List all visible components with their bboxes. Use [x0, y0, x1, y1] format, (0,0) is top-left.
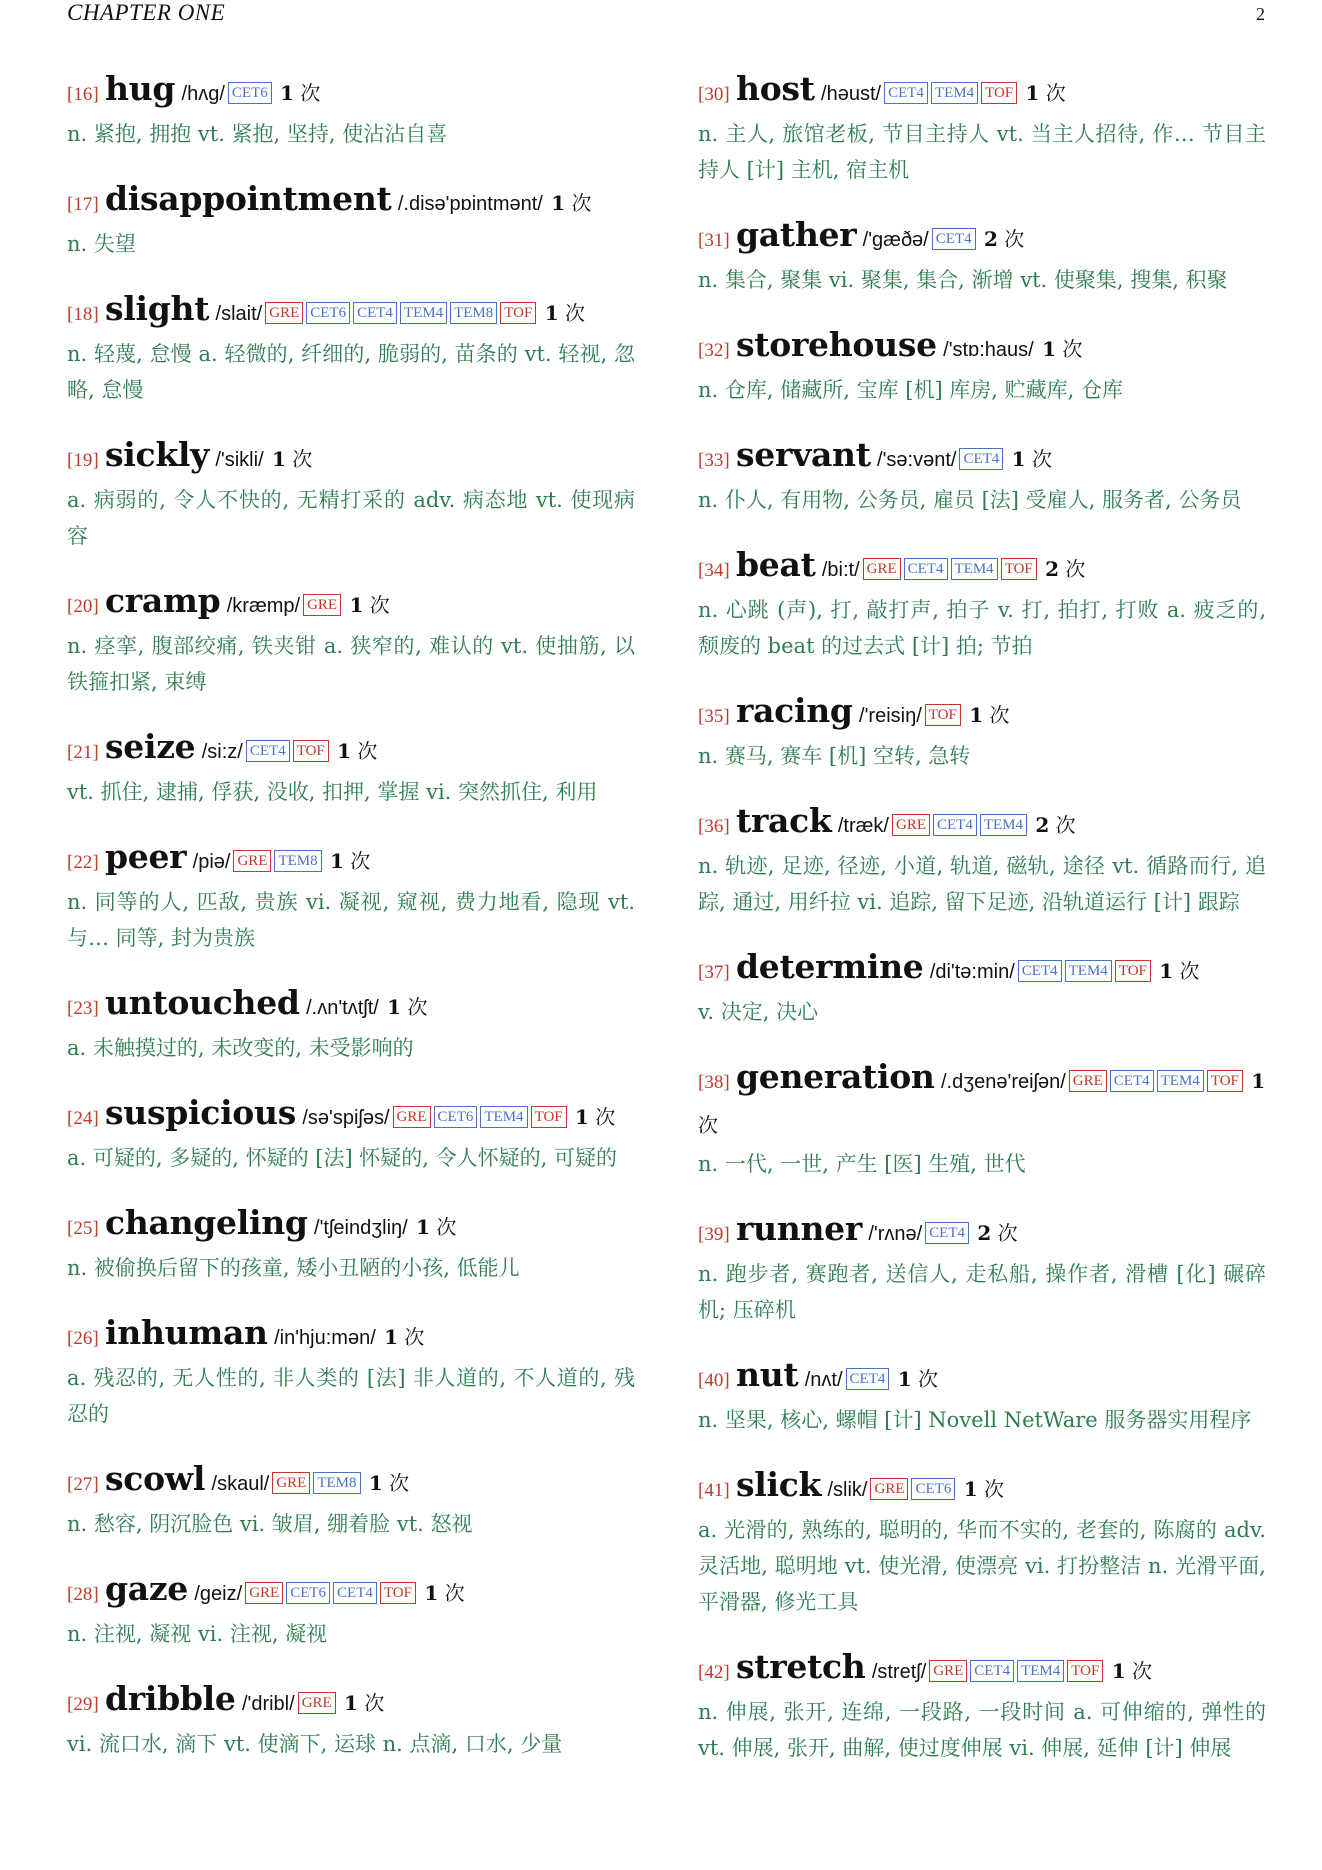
exam-tag: CET4: [904, 558, 948, 580]
exam-tag: TOF: [380, 1582, 416, 1604]
chapter-title: CHAPTER ONE: [67, 0, 226, 25]
count-number: 1: [1111, 1659, 1126, 1683]
page-number: 2: [1256, 4, 1265, 24]
definition: a. 病弱的, 令人不快的, 无精打采的 adv. 病态地 vt. 使现病容: [67, 488, 635, 548]
vocab-entry: [698, 1464, 1266, 1620]
entry-number: [38]: [698, 1072, 730, 1093]
occurrence-count: [575, 1105, 615, 1129]
headword: peer: [105, 837, 187, 876]
headword: changeling: [105, 1203, 308, 1242]
exam-tag: GRE: [303, 594, 341, 616]
entry-head: [67, 1312, 635, 1360]
definition: n. 坚果, 核心, 螺帽 [计] Novell NetWare 服务器实用程序: [698, 1408, 1252, 1432]
definition: n. 轨迹, 足迹, 径迹, 小道, 轨道, 磁轨, 途径 vt. 循路而行, 追踪, 通过, 用纤拉 vi. 追踪, 留下足迹, 沿轨道运行 [计] 跟踪: [698, 854, 1266, 914]
vocab-entry: [698, 1208, 1266, 1328]
count-unit: 次: [1065, 557, 1086, 581]
entry-number: [19]: [67, 450, 99, 471]
entry-head: [698, 800, 1266, 848]
count-unit: 次: [407, 995, 428, 1019]
entry-number: [26]: [67, 1328, 99, 1349]
vocab-entry: [698, 324, 1266, 408]
entry-head: [67, 1092, 635, 1140]
headword: gather: [736, 215, 857, 254]
entry-head: [698, 946, 1266, 994]
exam-tag: GRE: [272, 1472, 310, 1494]
count-number: 1: [329, 849, 344, 873]
count-number: 1: [280, 81, 295, 105]
pronunciation: /træk/: [837, 815, 889, 837]
exam-tag: TOF: [1001, 558, 1037, 580]
exam-tag: CET4: [353, 302, 397, 324]
entry-number: [36]: [698, 816, 730, 837]
count-unit: 次: [571, 191, 592, 215]
count-unit: 次: [357, 739, 378, 763]
count-number: 1: [969, 703, 984, 727]
exam-tag: TEM4: [1065, 960, 1112, 982]
definition: n. 集合, 聚集 vi. 聚集, 集合, 渐增 vt. 使聚集, 搜集, 积聚: [698, 268, 1228, 292]
entry-head: [698, 1056, 1266, 1146]
count-unit: 次: [1132, 1659, 1152, 1683]
headword: storehouse: [736, 325, 937, 364]
definition: n. 愁容, 阴沉脸色 vi. 皱眉, 绷着脸 vt. 怒视: [67, 1512, 473, 1536]
definition: n. 心跳 (声), 打, 敲打声, 拍子 v. 打, 拍打, 打败 a. 疲乏的, 颓废的 beat 的过去式 [计] 拍; 节拍: [698, 598, 1266, 658]
occurrence-count: [344, 1691, 384, 1715]
exam-tag: TEM8: [450, 302, 497, 324]
definition: n. 被偷换后留下的孩童, 矮小丑陋的小孩, 低能儿: [67, 1256, 520, 1280]
definition: n. 同等的人, 匹敌, 贵族 vi. 凝视, 窥视, 费力地看, 隐现 vt. 与… 同等, 封为贵族: [67, 890, 635, 950]
vocab-entry: [698, 690, 1266, 774]
occurrence-count: [384, 1325, 424, 1349]
headword: servant: [736, 435, 871, 474]
entry-head: [67, 836, 635, 884]
occurrence-count: [337, 739, 377, 763]
entry-number: [22]: [67, 852, 99, 873]
count-number: 1: [416, 1215, 430, 1239]
headword: hug: [105, 69, 176, 108]
count-number: 1: [1025, 81, 1040, 105]
exam-tag: CET4: [933, 814, 977, 836]
entry-head: [698, 1208, 1266, 1256]
count-unit: 次: [389, 1471, 410, 1495]
exam-tag: TEM8: [313, 1472, 360, 1494]
exam-tag: TOF: [925, 704, 961, 726]
exam-tag: CET4: [959, 448, 1003, 470]
entry-number: [31]: [698, 230, 730, 251]
count-unit: 次: [350, 849, 371, 873]
pronunciation: /'dribl/: [241, 1693, 295, 1715]
count-number: 2: [1045, 557, 1060, 581]
entry-number: [23]: [67, 998, 99, 1019]
count-unit: 次: [698, 1113, 718, 1137]
exam-tag: TOF: [981, 82, 1017, 104]
occurrence-count: [280, 81, 320, 105]
count-unit: 次: [436, 1215, 457, 1239]
occurrence-count: [369, 1471, 409, 1495]
exam-tag: CET4: [1110, 1070, 1154, 1092]
exam-tag: CET6: [434, 1106, 478, 1128]
headword: seize: [105, 727, 196, 766]
count-number: 1: [575, 1105, 589, 1129]
count-number: 1: [1159, 959, 1174, 983]
occurrence-count: [387, 995, 427, 1019]
vocab-entry: [698, 800, 1266, 920]
pronunciation: /skaul/: [211, 1473, 270, 1495]
exam-tag: GRE: [1069, 1070, 1107, 1092]
entry-number: [27]: [67, 1474, 99, 1495]
definition: n. 痉挛, 腹部绞痛, 铁夹钳 a. 狭窄的, 难认的 vt. 使抽筋, 以铁箍扣紧, 束缚: [67, 634, 635, 694]
count-unit: 次: [1004, 227, 1025, 251]
entry-head: [698, 544, 1266, 592]
exam-tag: TEM4: [980, 814, 1027, 836]
exam-tag: CET4: [884, 82, 928, 104]
entry-number: [37]: [698, 962, 730, 983]
count-unit: 次: [444, 1581, 465, 1605]
vocab-entry: [698, 1056, 1266, 1182]
definition: a. 可疑的, 多疑的, 怀疑的 [法] 怀疑的, 令人怀疑的, 可疑的: [67, 1146, 618, 1170]
pronunciation: /'sə:vənt/: [877, 449, 957, 471]
occurrence-count: [551, 191, 591, 215]
pronunciation: /həust/: [821, 83, 882, 105]
vocab-entry: [698, 68, 1266, 188]
entry-number: [24]: [67, 1108, 99, 1129]
entry-number: [42]: [698, 1662, 730, 1683]
exam-tag: TEM4: [480, 1106, 527, 1128]
definition: vt. 抓住, 逮捕, 俘获, 没收, 扣押, 掌握 vi. 突然抓住, 利用: [67, 780, 598, 804]
count-unit: 次: [595, 1105, 616, 1129]
count-number: 1: [544, 301, 559, 325]
occurrence-count: [1026, 81, 1066, 105]
definition: n. 仓库, 储藏所, 宝库 [机] 库房, 贮藏库, 仓库: [698, 378, 1124, 402]
count-unit: 次: [1045, 81, 1066, 105]
vocab-entry: [67, 580, 635, 700]
occurrence-count: [330, 849, 370, 873]
vocab-entry: [67, 726, 635, 810]
count-unit: 次: [404, 1325, 425, 1349]
pronunciation: /.ʌn'tʌtʃt/: [306, 997, 379, 1019]
definition: n. 跑步者, 赛跑者, 送信人, 走私船, 操作者, 滑槽 [化] 碾碎机; 压碎机: [698, 1262, 1266, 1322]
pronunciation: /'sikli/: [215, 449, 264, 471]
vocab-entry: [67, 1312, 635, 1432]
exam-tag: CET4: [1018, 960, 1062, 982]
occurrence-count: [1035, 813, 1075, 837]
headword: slick: [736, 1465, 822, 1504]
exam-tag: CET4: [846, 1368, 890, 1390]
count-number: 1: [271, 447, 286, 471]
exam-tag: TOF: [1115, 960, 1151, 982]
count-unit: 次: [983, 1477, 1004, 1501]
exam-tag: CET4: [970, 1660, 1014, 1682]
vocab-entry: [698, 434, 1266, 518]
exam-tag: TOF: [1067, 1660, 1103, 1682]
headword: nut: [736, 1355, 799, 1394]
entry-number: [32]: [698, 340, 730, 361]
definition: n. 失望: [67, 232, 136, 256]
pronunciation: /in'hju:mən/: [274, 1327, 376, 1349]
occurrence-count: [1159, 959, 1199, 983]
pronunciation: /slait/: [215, 303, 263, 325]
pronunciation: /'stɒ:haus/: [943, 339, 1034, 361]
occurrence-count: [349, 593, 389, 617]
vocab-entry: [698, 1646, 1266, 1766]
count-number: 1: [963, 1477, 978, 1501]
vocab-entry: [67, 836, 635, 956]
entry-head: [698, 1464, 1266, 1512]
occurrence-count: [272, 447, 312, 471]
entry-number: [21]: [67, 742, 99, 763]
count-number: 1: [344, 1691, 358, 1715]
exam-tag: CET6: [286, 1582, 330, 1604]
headword: inhuman: [105, 1313, 268, 1352]
headword: host: [736, 69, 815, 108]
vocab-entry: [67, 1202, 635, 1286]
pronunciation: /nʌt/: [804, 1369, 843, 1391]
entry-head: [698, 1354, 1266, 1402]
definition: n. 仆人, 有用物, 公务员, 雇员 [法] 受雇人, 服务者, 公务员: [698, 488, 1242, 512]
count-number: 2: [977, 1221, 992, 1245]
count-number: 1: [1011, 447, 1026, 471]
vocab-entry: [67, 1458, 635, 1542]
exam-tag: CET6: [228, 82, 272, 104]
entry-number: [35]: [698, 706, 730, 727]
right-column: [698, 68, 1266, 1792]
occurrence-count: [1112, 1659, 1152, 1683]
count-unit: 次: [292, 447, 313, 471]
headword: beat: [736, 545, 816, 584]
definition: v. 决定, 决心: [698, 1000, 819, 1024]
pronunciation: /'gæðə/: [862, 229, 929, 251]
entry-number: [34]: [698, 560, 730, 581]
definition: a. 残忍的, 无人性的, 非人类的 [法] 非人道的, 不人道的, 残忍的: [67, 1366, 635, 1426]
entry-head: [698, 324, 1266, 372]
headword: track: [736, 801, 832, 840]
occurrence-count: [1012, 447, 1052, 471]
count-unit: 次: [1031, 447, 1052, 471]
entry-head: [698, 1646, 1266, 1694]
occurrence-count: [1045, 557, 1085, 581]
exam-tag: TOF: [293, 740, 329, 762]
headword: gaze: [105, 1569, 189, 1608]
entry-head: [698, 690, 1266, 738]
count-unit: 次: [918, 1367, 938, 1391]
occurrence-count: [416, 1215, 456, 1239]
count-number: 1: [368, 1471, 383, 1495]
vocab-entry: [67, 434, 635, 554]
entry-number: [18]: [67, 304, 99, 325]
count-unit: 次: [1179, 959, 1200, 983]
entry-head: [67, 68, 635, 116]
entry-head: [67, 1568, 635, 1616]
exam-tag: GRE: [929, 1660, 967, 1682]
count-number: 1: [1251, 1069, 1266, 1093]
definition: vi. 流口水, 滴下 vt. 使滴下, 运球 n. 点滴, 口水, 少量: [67, 1732, 563, 1756]
count-unit: 次: [1062, 337, 1083, 361]
entry-number: [17]: [67, 194, 99, 215]
entry-number: [16]: [67, 84, 99, 105]
vocab-entry: [698, 214, 1266, 298]
occurrence-count: [964, 1477, 1004, 1501]
left-column: [67, 68, 635, 1788]
exam-tag: TEM8: [274, 850, 321, 872]
pronunciation: /piə/: [192, 851, 231, 873]
count-number: 1: [349, 593, 364, 617]
count-number: 1: [1042, 337, 1056, 361]
definition: a. 未触摸过的, 未改变的, 未受影响的: [67, 1036, 414, 1060]
occurrence-count: [969, 703, 1009, 727]
count-unit: 次: [300, 81, 321, 105]
exam-tag: GRE: [245, 1582, 283, 1604]
entry-head: [698, 214, 1266, 262]
entry-head: [67, 982, 635, 1030]
definition: a. 光滑的, 熟练的, 聪明的, 华而不实的, 老套的, 陈腐的 adv. 灵活地, 聪明地 vt. 使光滑, 使漂亮 vi. 打扮整洁 n. 光滑平面, 平滑器, 修光工具: [698, 1518, 1266, 1614]
pronunciation: /.disə'pɒintmənt/: [397, 193, 543, 215]
entry-number: [39]: [698, 1224, 730, 1245]
entry-head: [67, 434, 635, 482]
exam-tag: CET4: [932, 228, 976, 250]
count-unit: 次: [997, 1221, 1018, 1245]
exam-tag: TEM4: [951, 558, 998, 580]
entry-number: [29]: [67, 1694, 99, 1715]
vocab-entry: [698, 946, 1266, 1030]
occurrence-count: [898, 1367, 938, 1391]
pronunciation: /'tʃeindʒliŋ/: [314, 1217, 408, 1239]
exam-tag: CET6: [911, 1478, 955, 1500]
headword: cramp: [105, 581, 221, 620]
pronunciation: /sə'spiʃəs/: [302, 1107, 390, 1129]
exam-tag: GRE: [870, 1478, 908, 1500]
entry-number: [25]: [67, 1218, 99, 1239]
count-number: 1: [424, 1581, 439, 1605]
count-number: 1: [384, 1325, 399, 1349]
pronunciation: /stretʃ/: [871, 1661, 927, 1683]
pronunciation: /si:z/: [201, 741, 243, 763]
count-number: 2: [983, 227, 998, 251]
entry-head: [698, 68, 1266, 116]
count-unit: 次: [1055, 813, 1076, 837]
exam-tag: CET4: [925, 1222, 969, 1244]
vocab-entry: [67, 982, 635, 1066]
entry-number: [20]: [67, 596, 99, 617]
exam-tag: GRE: [265, 302, 303, 324]
headword: scowl: [105, 1459, 206, 1498]
pronunciation: /kræmp/: [226, 595, 301, 617]
occurrence-count: [984, 227, 1024, 251]
exam-tag: GRE: [863, 558, 901, 580]
pronunciation: /geiz/: [194, 1583, 243, 1605]
occurrence-count: [545, 301, 585, 325]
definition: n. 轻蔑, 怠慢 a. 轻微的, 纤细的, 脆弱的, 苗条的 vt. 轻视, 忽略, 怠慢: [67, 342, 635, 402]
entry-head: [67, 1202, 635, 1250]
headword: slight: [105, 289, 210, 328]
pronunciation: /.dʒenə'reiʃən/: [941, 1071, 1066, 1093]
entry-number: [41]: [698, 1480, 730, 1501]
count-number: 1: [897, 1367, 912, 1391]
occurrence-count: [424, 1581, 464, 1605]
headword: sickly: [105, 435, 209, 474]
entry-head: [67, 1458, 635, 1506]
entry-head: [67, 1678, 635, 1726]
occurrence-count: [1042, 337, 1082, 361]
vocab-entry: [698, 1354, 1266, 1438]
count-number: 1: [551, 191, 566, 215]
vocab-entry: [67, 288, 635, 408]
entry-number: [30]: [698, 84, 730, 105]
count-number: 1: [337, 739, 352, 763]
exam-tag: CET6: [306, 302, 350, 324]
definition: n. 伸展, 张开, 连绵, 一段路, 一段时间 a. 可伸缩的, 弹性的 vt. 伸展, 张开, 曲解, 使过度伸展 vi. 伸展, 延伸 [计] 伸展: [698, 1700, 1266, 1760]
pronunciation: /di'tə:min/: [929, 961, 1015, 983]
count-unit: 次: [989, 703, 1010, 727]
headword: suspicious: [105, 1093, 296, 1132]
headword: untouched: [105, 983, 300, 1022]
definition: n. 紧抱, 拥抱 vt. 紧抱, 坚持, 使沾沾自喜: [67, 122, 448, 146]
exam-tag: TEM4: [1017, 1660, 1064, 1682]
headword: determine: [736, 947, 924, 986]
count-unit: 次: [364, 1691, 385, 1715]
exam-tag: TOF: [531, 1106, 567, 1128]
headword: dribble: [105, 1679, 236, 1718]
exam-tag: TEM4: [1157, 1070, 1204, 1092]
entry-number: [40]: [698, 1370, 730, 1391]
exam-tag: CET4: [333, 1582, 377, 1604]
pronunciation: /slik/: [827, 1479, 868, 1501]
pronunciation: /'rʌnə/: [868, 1223, 923, 1245]
entry-head: [67, 580, 635, 628]
exam-tag: TEM4: [931, 82, 978, 104]
entry-head: [67, 726, 635, 774]
entry-head: [67, 288, 635, 336]
vocab-entry: [698, 544, 1266, 664]
count-number: 1: [387, 995, 402, 1019]
count-number: 2: [1035, 813, 1050, 837]
definition: n. 主人, 旅馆老板, 节目主持人 vt. 当主人招待, 作… 节目主持人 [计] 主机, 宿主机: [698, 122, 1266, 182]
headword: generation: [736, 1057, 935, 1096]
count-unit: 次: [564, 301, 585, 325]
exam-tag: CET4: [246, 740, 290, 762]
definition: n. 注视, 凝视 vi. 注视, 凝视: [67, 1622, 328, 1646]
headword: runner: [736, 1209, 862, 1248]
definition: n. 赛马, 赛车 [机] 空转, 急转: [698, 744, 971, 768]
exam-tag: GRE: [892, 814, 930, 836]
occurrence-count: [977, 1221, 1017, 1245]
pronunciation: /bi:t/: [821, 559, 860, 581]
entry-head: [67, 178, 635, 226]
vocab-entry: [67, 178, 635, 262]
vocab-entry: [67, 1092, 635, 1176]
exam-tag: TEM4: [400, 302, 447, 324]
exam-tag: GRE: [393, 1106, 431, 1128]
pronunciation: /hʌg/: [181, 83, 225, 105]
count-unit: 次: [369, 593, 390, 617]
vocab-entry: [67, 68, 635, 152]
vocab-entry: [67, 1568, 635, 1652]
entry-number: [33]: [698, 450, 730, 471]
exam-tag: TOF: [1207, 1070, 1243, 1092]
exam-tag: TOF: [500, 302, 536, 324]
definition: n. 一代, 一世, 产生 [医] 生殖, 世代: [698, 1152, 1026, 1176]
vocab-entry: [67, 1678, 635, 1762]
entry-number: [28]: [67, 1584, 99, 1605]
headword: racing: [736, 691, 853, 730]
exam-tag: GRE: [298, 1692, 336, 1714]
entry-head: [698, 434, 1266, 482]
headword: disappointment: [105, 179, 392, 218]
headword: stretch: [736, 1647, 866, 1686]
exam-tag: GRE: [233, 850, 271, 872]
pronunciation: /'reisiŋ/: [859, 705, 922, 727]
